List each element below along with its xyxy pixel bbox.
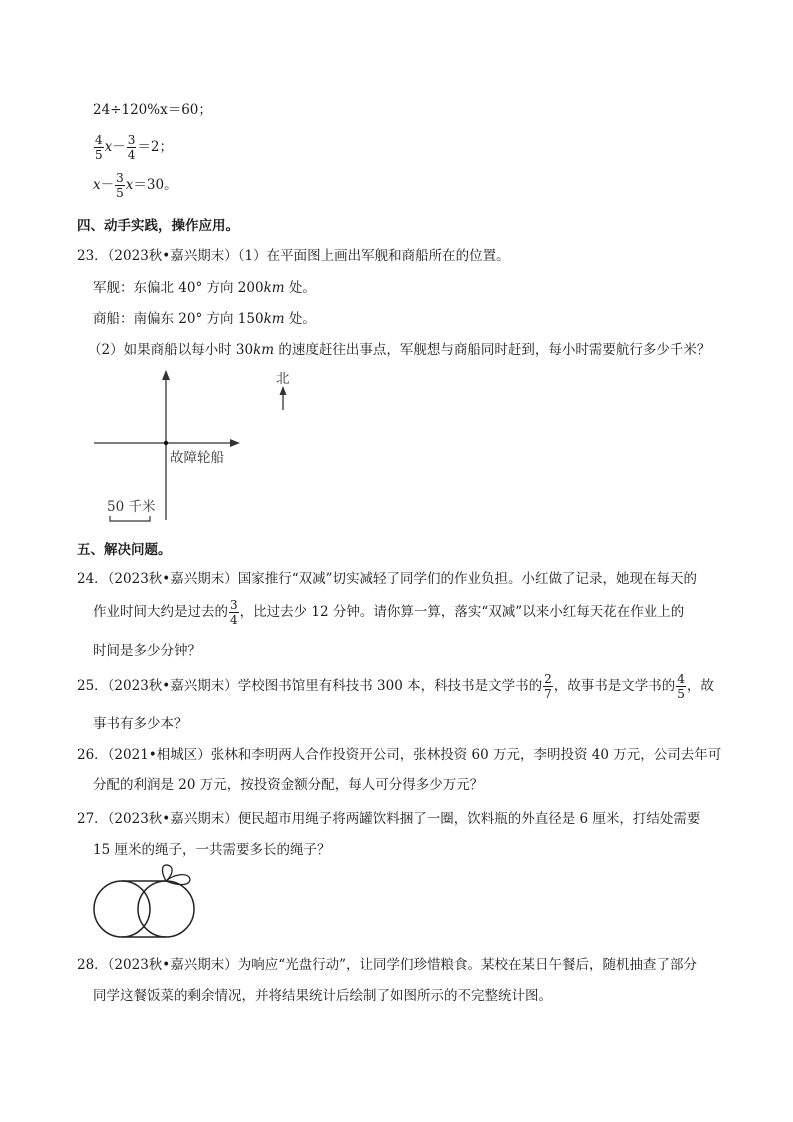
horizontal-axis-arrowhead <box>230 439 240 447</box>
question-24-line3: 时间是多少分钟？ <box>93 643 201 659</box>
fraction: $\frac{3}{4}$ <box>127 133 136 162</box>
can-circle-right <box>138 881 194 937</box>
question-23-merchant: 商船：南偏东 20° 方向 150km 处。 <box>93 311 316 327</box>
fraction: $\frac{4}{5}$ <box>95 133 103 162</box>
scale-bar <box>110 516 150 521</box>
origin-point <box>164 441 168 445</box>
equation-1-text: 24÷120%x＝60； <box>93 102 212 118</box>
scale-label: 50 千米 <box>107 499 156 515</box>
question-28-line2: 同学这餐饭菜的剩余情况，并将结果统计后绘制了如图所示的不完整统计图。 <box>93 988 552 1004</box>
question-24-line2: 作业时间大约是过去的 $\frac{3}{4}$ ，比过去少 12 分钟。请你算一算，落实“双减”以来小红每天花在作业上的 <box>93 598 685 627</box>
knot-loop-left <box>163 865 173 881</box>
equation-2: $\frac{4}{5}$ x－ $\frac{3}{4}$ ＝2； <box>95 133 173 162</box>
section-heading-5: 五、解决问题。 <box>77 542 172 558</box>
question-27-line1: 27．（2023秋•嘉兴期末）便民超市用绳子将两罐饮料捆了一圈，饮料瓶的外直径是 6 厘米，打结处需要 <box>77 811 701 827</box>
question-23-part2: （2）如果商船以每小时 30km 的速度赶往出事点，军舰想与商船同时赶到，每小时需要航行多少千米？ <box>88 342 711 358</box>
north-arrowhead <box>280 386 287 395</box>
question-25-line2: 事书有多少本？ <box>93 716 188 732</box>
origin-label: 故障轮船 <box>170 450 224 466</box>
question-28-line1: 28．（2023秋•嘉兴期末）为响应“光盘行动”，让同学们珍惜粮食。某校在某日午餐后，随机抽查了部分 <box>77 957 698 973</box>
fraction: $\frac{2}{7}$ <box>544 672 552 701</box>
can-circle-left <box>94 881 150 937</box>
question-26-line1: 26．（2021•相城区）张林和李明两人合作投资开公司，张林投资 60 万元，李明投资 40 万元，公司去年可 <box>77 747 722 763</box>
fraction: $\frac{3}{5}$ <box>116 171 124 200</box>
fraction: $\frac{3}{4}$ <box>230 598 238 627</box>
section-heading-4: 四、动手实践，操作应用。 <box>77 218 239 234</box>
question-25-line1: 25．（2023秋•嘉兴期末）学校图书馆里有科技书 300 本，科技书是文学书的 $\frac{2}{7}$ ，故事书是文学书的 $\frac{4}{5}$ ，故 <box>77 672 714 701</box>
question-24-line1: 24．（2023秋•嘉兴期末）国家推行“双减”切实减轻了同学们的作业负担。小红做了记录，她现在每天的 <box>77 571 698 587</box>
question-23-line1: 23．（2023秋•嘉兴期末）（1）在平面图上画出军舰和商船所在的位置。 <box>77 248 510 264</box>
north-label: 北 <box>276 371 290 387</box>
question-26-line2: 分配的利润是 20 万元，按投资金额分配，每人可分得多少万元？ <box>93 777 484 793</box>
question-27-line2: 15 厘米的绳子，一共需要多长的绳子？ <box>93 842 331 858</box>
question-23-warship: 军舰：东偏北 40° 方向 200km 处。 <box>93 280 316 296</box>
fraction: $\frac{4}{5}$ <box>677 672 685 701</box>
equation-3: x－ $\frac{3}{5}$ x＝30。 <box>93 171 178 200</box>
vertical-axis-arrowhead <box>162 370 170 380</box>
